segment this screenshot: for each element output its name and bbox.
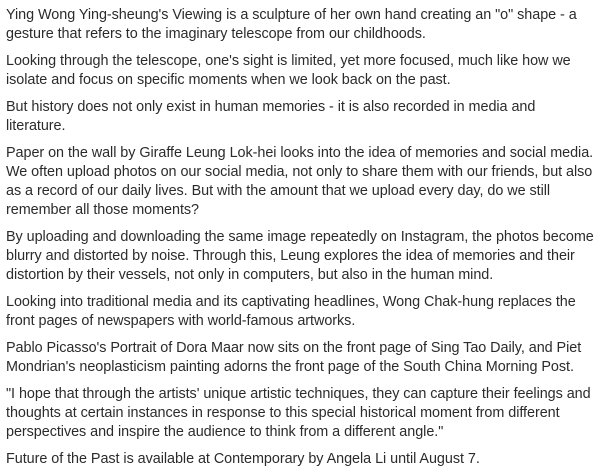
article-paragraph: By uploading and downloading the same image repeatedly on Instagram, the photos become blurry and distorted by noise. Through this, Leung explores the idea of memories and their distortion by their vessels, not only in computers, but also in the human mind. [6,229,594,283]
article-paragraph: Future of the Past is available at Contemporary by Angela Li until August 7. [6,451,480,467]
article-paragraph: Looking through the telescope, one's sight is limited, yet more focused, much like how we isolate and focus on specific moments when we look back on the past. [6,53,571,88]
article-paragraph: Ying Wong Ying-sheung's Viewing is a sculpture of her own hand creating an "o" shape - a gesture that refers to the imaginary telescope from our childhoods. [6,7,577,42]
article-paragraph: Pablo Picasso's Portrait of Dora Maar now sits on the front page of Sing Tao Daily, and Piet Mondrian's neoplasticism painting adorns the front page of the South China Morning Post. [6,340,582,375]
article-paragraph: Paper on the wall by Giraffe Leung Lok-hei looks into the idea of memories and social media. We often upload photos on our social media, not only to share them with our friends, but also as a record of our daily lives. But with the amount that we upload every day, do we still remember all those moments? [6,145,594,218]
article-paragraph: But history does not only exist in human memories - it is also recorded in media and literature. [6,99,536,134]
article-paragraph: "I hope that through the artists' unique artistic techniques, they can capture their feelings and thoughts at certain instances in response to this special historical moment from different perspectives and inspire the audience to think from a different angle." [6,386,591,440]
article-paragraph: Looking into traditional media and its captivating headlines, Wong Chak-hung replaces the front pages of newspapers with world-famous artworks. [6,294,576,329]
